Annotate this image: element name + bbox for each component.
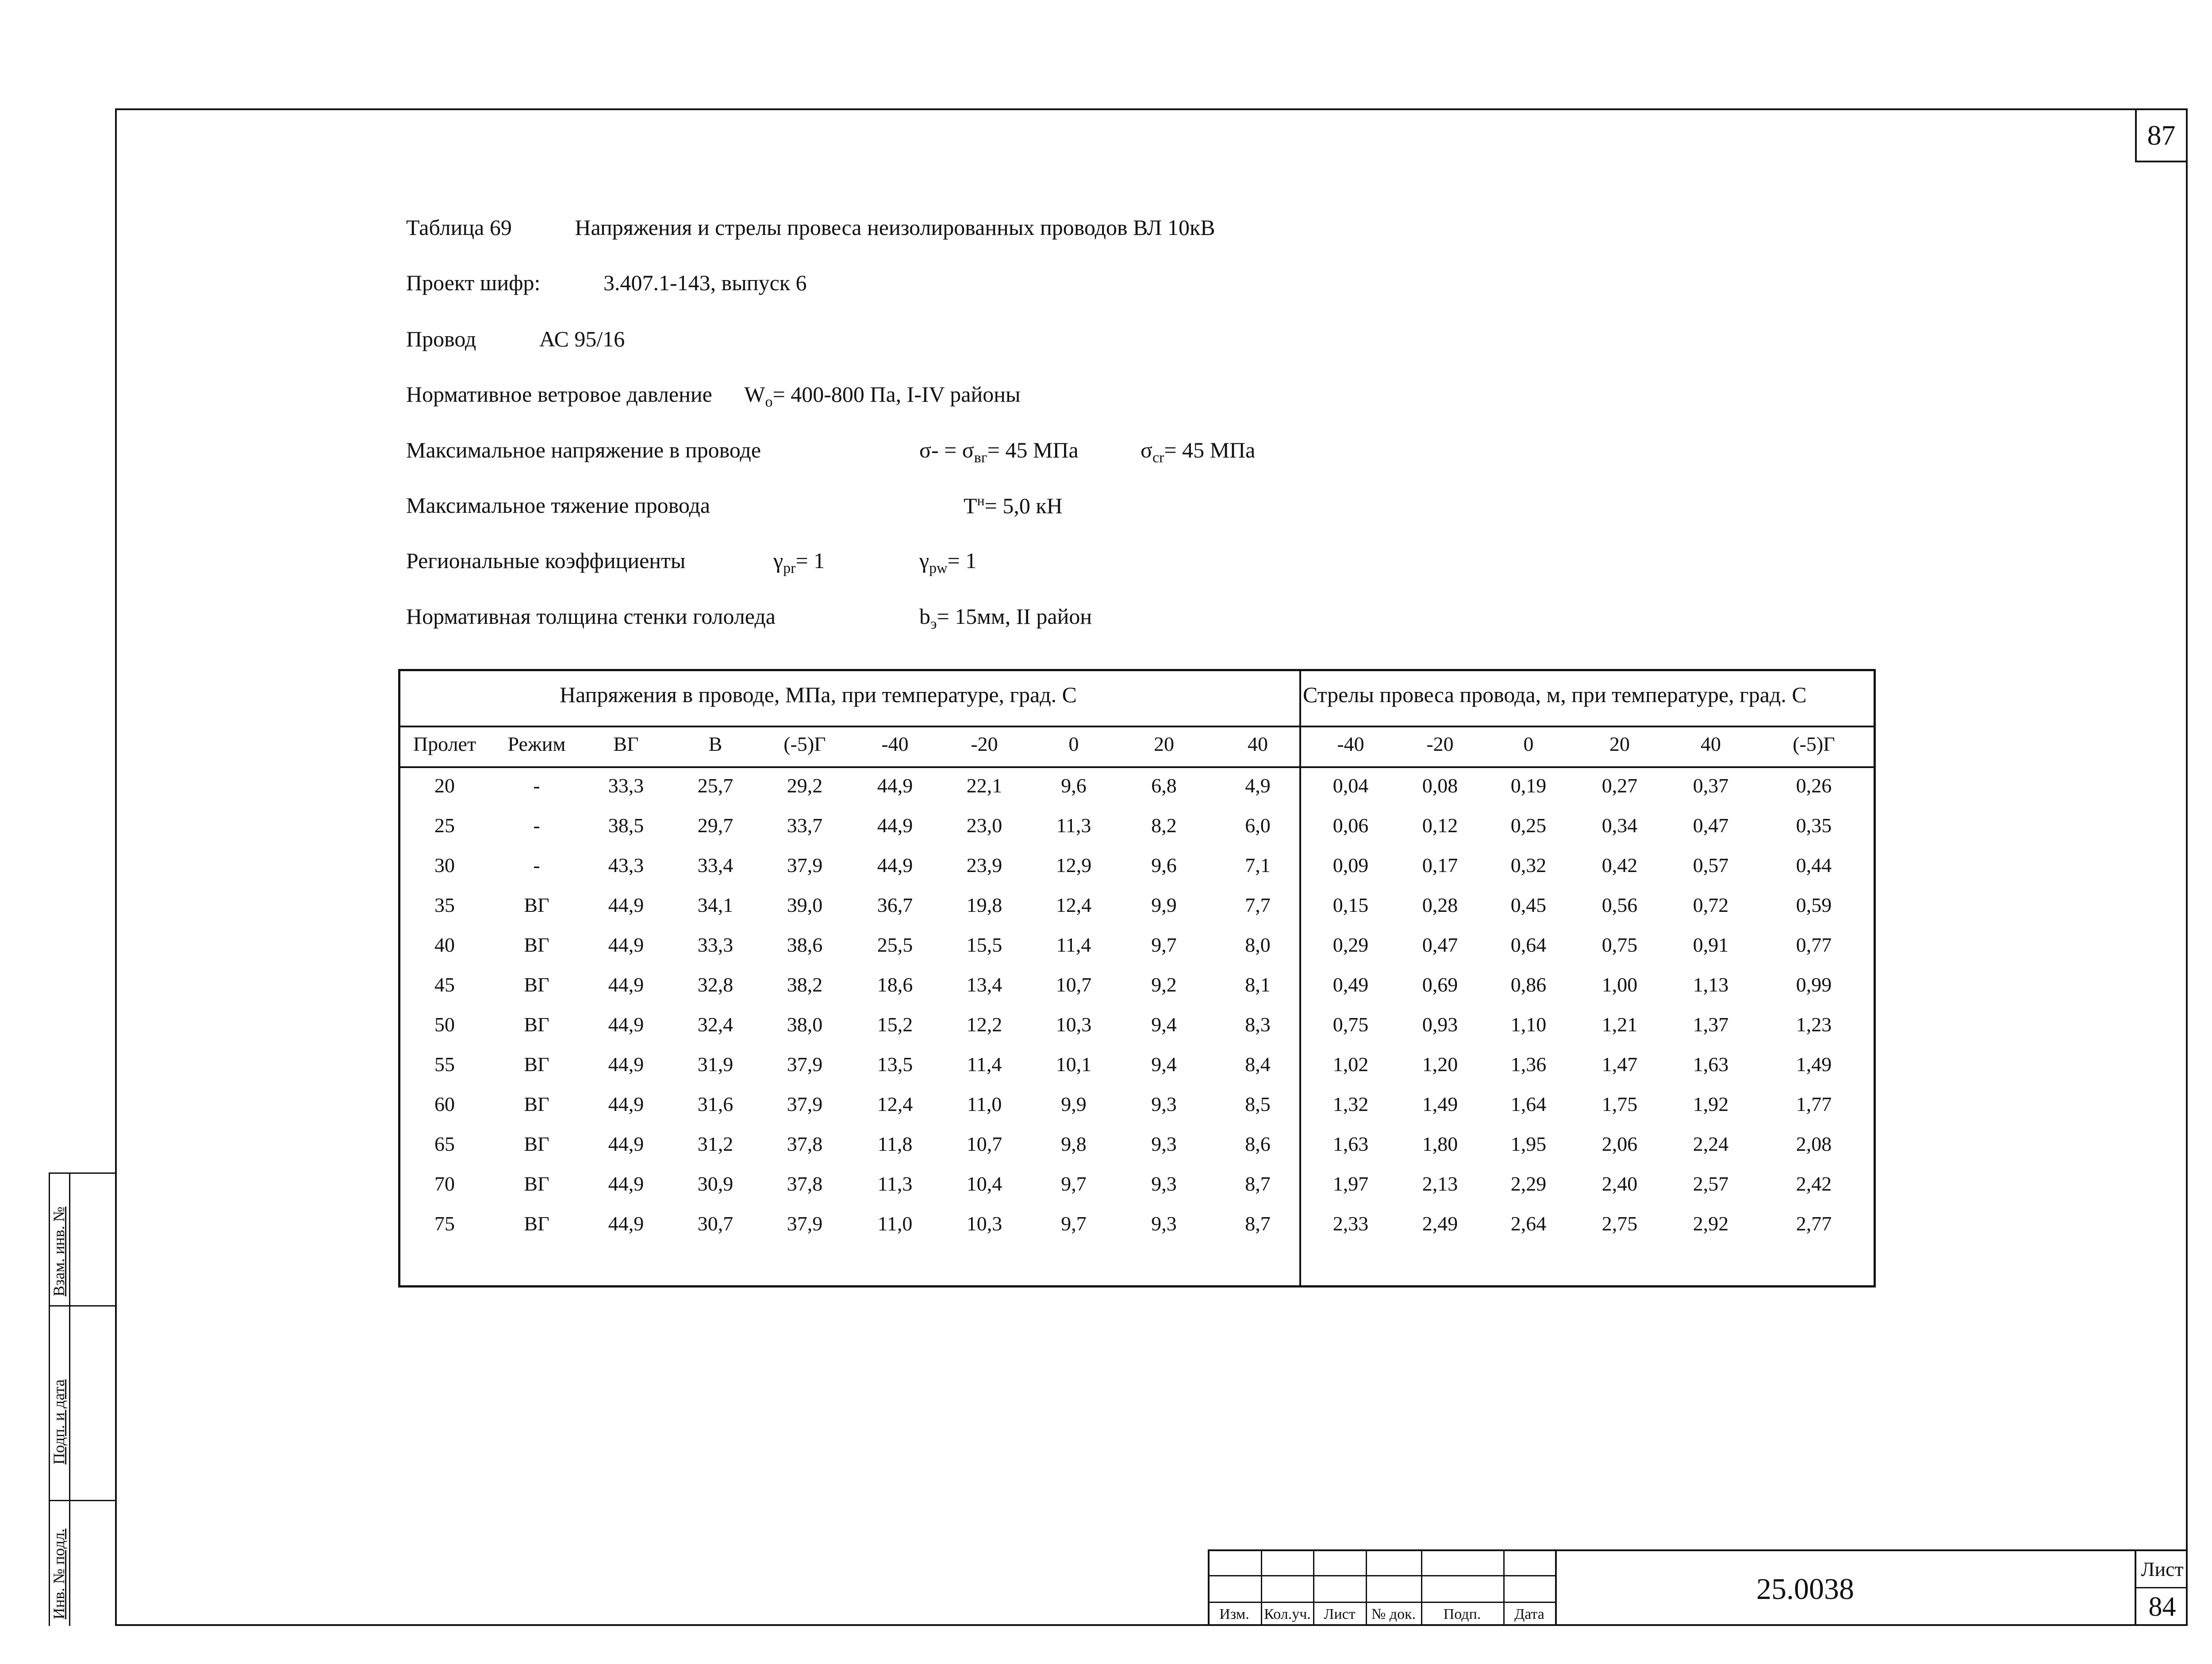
wind-label: Нормативное ветровое давление <box>406 382 712 407</box>
table-cell: 0,93 <box>1422 1013 1458 1036</box>
table-cell: 1,49 <box>1422 1093 1458 1115</box>
table-cell: 0,56 <box>1601 894 1638 916</box>
table-cell: 32,8 <box>697 973 733 996</box>
gamma-pr: $\gamma_{pr}= 1$ <box>773 548 825 576</box>
column-header: -20 <box>971 733 998 755</box>
table-cell: 1,49 <box>1796 1053 1832 1076</box>
table-cell: 11,0 <box>967 1093 1002 1115</box>
table-cell: 33,4 <box>697 854 733 876</box>
table-cell: 11,3 <box>877 1172 913 1195</box>
stamp-label-kolvo: Кол.уч. <box>1264 1606 1311 1622</box>
table-cell: 9,7 <box>1061 1172 1087 1195</box>
table-cell: 11,0 <box>877 1212 913 1235</box>
table-cell: 0,64 <box>1510 934 1547 956</box>
table-cell: 9,7 <box>1151 934 1177 956</box>
table-cell: 11,3 <box>1056 814 1091 837</box>
sheet-number: 84 <box>2148 1592 2176 1622</box>
table-cell: 36,7 <box>877 894 913 916</box>
table-cell: 0,99 <box>1796 973 1832 996</box>
table-cell: 60 <box>434 1093 455 1115</box>
table-cell: 9,7 <box>1061 1212 1087 1235</box>
table-cell: 2,29 <box>1510 1172 1547 1195</box>
table-cell: 2,77 <box>1796 1212 1832 1235</box>
table-cell: 1,13 <box>1693 973 1729 996</box>
table-cell: 0,08 <box>1422 774 1458 797</box>
table-cell: 11,4 <box>1056 934 1091 956</box>
column-header: -40 <box>1337 733 1364 755</box>
tension-label: Максимальное тяжение провода <box>406 493 710 518</box>
table-cell: 13,5 <box>877 1053 913 1076</box>
table-cell: 0,69 <box>1422 973 1458 996</box>
table-cell: 0,34 <box>1601 814 1638 837</box>
table-cell: 0,25 <box>1510 814 1547 837</box>
group-stress-title: Напряжения в проводе, МПа, при температуре, град. С <box>560 682 1077 707</box>
column-header: (-5)Г <box>783 733 826 755</box>
table-cell: 0,32 <box>1510 854 1547 876</box>
table-cell: 8,6 <box>1245 1133 1271 1155</box>
table-cell: 9,4 <box>1151 1013 1177 1036</box>
table-cell: 2,08 <box>1796 1133 1832 1155</box>
table-cell: 33,7 <box>787 814 823 837</box>
table-cell: 0,86 <box>1510 973 1547 996</box>
table-cell: 43,3 <box>608 854 644 876</box>
table-cell: 22,1 <box>966 774 1002 797</box>
table-cell: 2,75 <box>1601 1212 1638 1235</box>
column-header-line <box>400 766 1874 768</box>
table-cell: 44,9 <box>877 814 913 837</box>
table-cell: 31,6 <box>697 1093 733 1115</box>
table-cell: 1,20 <box>1422 1053 1458 1076</box>
table-cell: 37,8 <box>787 1133 823 1155</box>
table-cell: 1,21 <box>1601 1013 1638 1036</box>
table-cell: 0,59 <box>1796 894 1832 916</box>
table-cell: 18,6 <box>877 973 913 996</box>
stress-label: Максимальное напряжение в проводе <box>406 438 761 462</box>
table-cell: 38,5 <box>608 814 644 837</box>
table-cell: 37,9 <box>787 854 823 876</box>
table-cell: 44,9 <box>608 1172 644 1195</box>
table-cell: 0,44 <box>1796 854 1832 876</box>
table-cell: 0,45 <box>1510 894 1547 916</box>
table-cell: 0,35 <box>1796 814 1832 837</box>
table-cell: 7,1 <box>1245 854 1271 876</box>
stress-line <box>406 437 1256 466</box>
table-cell: 0,47 <box>1422 934 1458 956</box>
project-label: Проект шифр: <box>406 270 541 295</box>
table-cell: 10,7 <box>966 1133 1002 1155</box>
table-cell: 0,77 <box>1796 934 1832 956</box>
table-cell: - <box>533 774 540 797</box>
table-cell: 12,4 <box>877 1093 913 1115</box>
table-cell: 9,4 <box>1151 1053 1177 1076</box>
table-cell: 25,7 <box>697 774 733 797</box>
table-cell: ВГ <box>524 1013 549 1036</box>
table-cell: 1,32 <box>1333 1093 1369 1115</box>
table-cell: 9,2 <box>1151 973 1177 996</box>
stamp-label-data: Дата <box>1514 1606 1544 1622</box>
table-cell: 15,2 <box>877 1013 913 1036</box>
table-cell: 0,27 <box>1601 774 1638 797</box>
table-cell: 0,26 <box>1796 774 1832 797</box>
table-cell: 1,75 <box>1601 1093 1638 1115</box>
table-cell: 7,7 <box>1245 894 1271 916</box>
table-cell: 1,00 <box>1601 973 1638 996</box>
table-cell: 8,1 <box>1245 973 1271 996</box>
table-cell: 1,64 <box>1510 1093 1547 1115</box>
table-cell: 44,9 <box>608 973 644 996</box>
table-cell: ВГ <box>524 1093 549 1115</box>
ice-line <box>406 603 1092 632</box>
table-cell: 0,49 <box>1333 973 1369 996</box>
column-header: 40 <box>1248 733 1268 755</box>
table-cell: 19,8 <box>966 894 1002 916</box>
table-cell: 0,42 <box>1601 854 1638 876</box>
table-cell: 45 <box>434 973 455 996</box>
table-cell: 1,47 <box>1601 1053 1638 1076</box>
table-cell: 1,63 <box>1693 1053 1729 1076</box>
table-cell: 0,15 <box>1333 894 1369 916</box>
table-cell: 4,9 <box>1245 774 1271 797</box>
table-cell: 44,9 <box>608 934 644 956</box>
stress-value-1: $\sigma- = \sigma_{вг}= 45$ МПа <box>919 438 1079 466</box>
table-cell: 0,06 <box>1333 814 1369 837</box>
table-cell: 44,9 <box>877 854 913 876</box>
table-cell: 9,3 <box>1151 1172 1177 1195</box>
table-cell: 40 <box>434 934 455 956</box>
wire-line <box>406 326 625 352</box>
table-cell: 2,92 <box>1693 1212 1729 1235</box>
table-cell: 38,2 <box>787 973 823 996</box>
table-cell: - <box>533 814 540 837</box>
table-cell: 23,9 <box>966 854 1002 876</box>
table-cell: 12,4 <box>1056 894 1092 916</box>
table-cell: ВГ <box>524 1212 549 1235</box>
side-label-inv: Инв. № подл. <box>50 1528 68 1619</box>
wind-value: $W_o= 400-800$ Па, I-IV районы <box>744 382 1021 410</box>
table-cell: 9,6 <box>1151 854 1177 876</box>
table-cell: 6,8 <box>1151 774 1177 797</box>
regional-label: Региональные коэффициенты <box>406 548 686 573</box>
table-cell: 12,9 <box>1056 854 1092 876</box>
side-label-vzam: Взам. инв. № <box>50 1207 68 1296</box>
group-header-line <box>400 726 1874 727</box>
wire-value: АС 95/16 <box>539 327 625 351</box>
table-cell: 37,8 <box>787 1172 823 1195</box>
table-cell: 1,80 <box>1422 1133 1458 1155</box>
table-cell: 2,64 <box>1510 1212 1547 1235</box>
table-cell: 8,4 <box>1245 1053 1271 1076</box>
column-header: 0 <box>1523 733 1534 755</box>
table-cell: ВГ <box>524 894 549 916</box>
table-cell: 0,75 <box>1333 1013 1369 1036</box>
sheet-corner-number: 87 <box>2135 108 2188 162</box>
table-cell: 44,9 <box>608 1133 644 1155</box>
table-cell: 0,37 <box>1693 774 1729 797</box>
column-header: В <box>708 733 722 755</box>
table-cell: 2,24 <box>1693 1133 1729 1155</box>
table-cell: 0,09 <box>1333 854 1369 876</box>
table-cell: 55 <box>434 1053 455 1076</box>
table-cell: 1,95 <box>1510 1133 1547 1155</box>
side-label-podp: Подп. и дата <box>50 1379 68 1464</box>
table-cell: 9,6 <box>1061 774 1087 797</box>
table-cell: 8,7 <box>1245 1172 1271 1195</box>
column-header: Пролет <box>413 733 476 755</box>
table-cell: 8,3 <box>1245 1013 1271 1036</box>
sheet-label: Лист <box>2141 1558 2184 1580</box>
table-cell: 30,9 <box>697 1172 733 1195</box>
table-title: Напряжения и стрелы провеса неизолированных проводов ВЛ 10кВ <box>575 215 1215 240</box>
table-cell: ВГ <box>524 973 549 996</box>
table-cell: 0,19 <box>1510 774 1547 797</box>
wind-line <box>406 381 1021 411</box>
table-cell: 32,4 <box>697 1013 733 1036</box>
table-label: Таблица 69 <box>406 215 512 240</box>
column-header: 20 <box>1609 733 1630 755</box>
column-header: (-5)Г <box>1793 733 1835 755</box>
table-cell: 35 <box>434 894 455 916</box>
stamp-label-list: Лист <box>1324 1606 1356 1622</box>
table-cell: 44,9 <box>608 1093 644 1115</box>
table-cell: 0,72 <box>1693 894 1729 916</box>
table-cell: 33,3 <box>697 934 733 956</box>
table-cell: 44,9 <box>608 894 644 916</box>
table-cell: 2,42 <box>1796 1172 1832 1195</box>
table-cell: 10,7 <box>1056 973 1092 996</box>
table-cell: 1,02 <box>1333 1053 1369 1076</box>
title-block <box>1208 1549 2188 1626</box>
table-cell: 37,9 <box>787 1053 823 1076</box>
table-caption <box>406 215 1215 240</box>
table-cell: 38,6 <box>787 934 823 956</box>
stress-value-2: $\sigma_{cr}= 45$ МПа <box>1141 438 1256 466</box>
stamp-label-izm: Изм. <box>1219 1606 1249 1622</box>
column-header: ВГ <box>613 733 639 755</box>
table-cell: 0,57 <box>1693 854 1729 876</box>
table-cell: 25 <box>434 814 455 837</box>
column-header: Режим <box>507 733 566 755</box>
table-cell: 30,7 <box>697 1212 733 1235</box>
table-cell: 15,5 <box>966 934 1002 956</box>
table-cell: 8,2 <box>1151 814 1177 837</box>
table-cell: 8,7 <box>1245 1212 1271 1235</box>
ice-value: $b_э= 15мм$, II район <box>919 604 1092 632</box>
table-cell: 8,5 <box>1245 1093 1271 1115</box>
column-header: -20 <box>1426 733 1454 755</box>
column-header: -40 <box>881 733 909 755</box>
table-cell: 0,17 <box>1422 854 1458 876</box>
table-cell: 9,3 <box>1151 1093 1177 1115</box>
table-cell: 0,47 <box>1693 814 1729 837</box>
gamma-pw: $\gamma_{pw}= 1$ <box>919 548 977 576</box>
table-cell: 2,40 <box>1601 1172 1638 1195</box>
table-cell: 65 <box>434 1133 455 1155</box>
table-cell: 10,4 <box>966 1172 1002 1195</box>
table-cell: 70 <box>434 1172 455 1195</box>
table-cell: 39,0 <box>787 894 823 916</box>
project-value: 3.407.1-143, выпуск 6 <box>603 270 807 295</box>
table-cell: 50 <box>434 1013 455 1036</box>
table-cell: 1,92 <box>1693 1093 1729 1115</box>
project-line <box>406 270 807 296</box>
table-cell: 75 <box>434 1212 455 1235</box>
stress-sag-table <box>398 669 1876 1287</box>
table-cell: 2,57 <box>1693 1172 1729 1195</box>
table-cell: 2,13 <box>1422 1172 1458 1195</box>
regional-line <box>406 548 977 576</box>
table-cell: 1,23 <box>1796 1013 1832 1036</box>
table-cell: 0,29 <box>1333 934 1369 956</box>
table-cell: 9,3 <box>1151 1133 1177 1155</box>
side-stamp <box>49 1172 115 1626</box>
table-cell: 9,8 <box>1061 1133 1087 1155</box>
table-cell: 6,0 <box>1245 814 1271 837</box>
table-cell: 1,37 <box>1693 1013 1729 1036</box>
table-cell: 30 <box>434 854 455 876</box>
group-sag-title: Стрелы провеса провода, м, при температуре, град. С <box>1303 682 1807 707</box>
table-cell: 29,7 <box>697 814 733 837</box>
table-cell: 2,49 <box>1422 1212 1458 1235</box>
table-cell: 0,91 <box>1693 934 1729 956</box>
document-code: 25.0038 <box>1756 1572 1854 1606</box>
table-cell: 1,77 <box>1796 1093 1832 1115</box>
table-cell: 31,2 <box>697 1133 733 1155</box>
table-cell: ВГ <box>524 934 549 956</box>
table-cell: 0,12 <box>1422 814 1458 837</box>
table-cell: 0,75 <box>1601 934 1638 956</box>
tension-value: $T^н= 5,0$ кН <box>964 492 1063 518</box>
table-cell: 2,06 <box>1601 1133 1638 1155</box>
table-cell: 1,63 <box>1333 1133 1369 1155</box>
table-cell: 1,36 <box>1510 1053 1547 1076</box>
column-header: 40 <box>1701 733 1721 755</box>
table-cell: 13,4 <box>966 973 1002 996</box>
table-cell: ВГ <box>524 1172 549 1195</box>
stamp-label-podp: Подп. <box>1443 1606 1481 1622</box>
table-cell: 2,33 <box>1333 1212 1369 1235</box>
table-cell: 44,9 <box>608 1013 644 1036</box>
table-cell: 1,97 <box>1333 1172 1369 1195</box>
table-cell: 10,3 <box>1056 1013 1092 1036</box>
stamp-label-doc: № док. <box>1371 1606 1416 1622</box>
table-cell: 11,8 <box>877 1133 913 1155</box>
table-cell: 25,5 <box>877 934 913 956</box>
column-header: 20 <box>1154 733 1174 755</box>
table-cell: 10,3 <box>966 1212 1002 1235</box>
table-cell: 38,0 <box>787 1013 823 1036</box>
table-cell: ВГ <box>524 1133 549 1155</box>
table-cell: 11,4 <box>967 1053 1002 1076</box>
table-cell: 12,2 <box>966 1013 1002 1036</box>
table-cell: 0,04 <box>1333 774 1369 797</box>
table-cell: ВГ <box>524 1053 549 1076</box>
column-header: 0 <box>1068 733 1079 755</box>
table-cell: 20 <box>434 774 455 797</box>
tension-line <box>406 492 1063 518</box>
table-cell: 0,28 <box>1422 894 1458 916</box>
table-cell: 29,2 <box>787 774 823 797</box>
table-cell: 44,9 <box>608 1212 644 1235</box>
table-split-line <box>1299 671 1301 1285</box>
table-cell: 1,10 <box>1510 1013 1547 1036</box>
table-cell: 31,9 <box>697 1053 733 1076</box>
table-cell: 44,9 <box>877 774 913 797</box>
table-cell: 33,3 <box>608 774 644 797</box>
table-cell: 9,9 <box>1151 894 1177 916</box>
table-cell: - <box>533 854 540 876</box>
table-cell: 44,9 <box>608 1053 644 1076</box>
table-cell: 9,3 <box>1151 1212 1177 1235</box>
table-cell: 34,1 <box>697 894 733 916</box>
table-cell: 37,9 <box>787 1212 823 1235</box>
table-cell: 23,0 <box>966 814 1002 837</box>
table-cell: 37,9 <box>787 1093 823 1115</box>
ice-label: Нормативная толщина стенки гололеда <box>406 604 776 629</box>
table-cell: 10,1 <box>1056 1053 1092 1076</box>
wire-label: Провод <box>406 327 476 351</box>
table-cell: 9,9 <box>1061 1093 1087 1115</box>
table-cell: 8,0 <box>1245 934 1271 956</box>
